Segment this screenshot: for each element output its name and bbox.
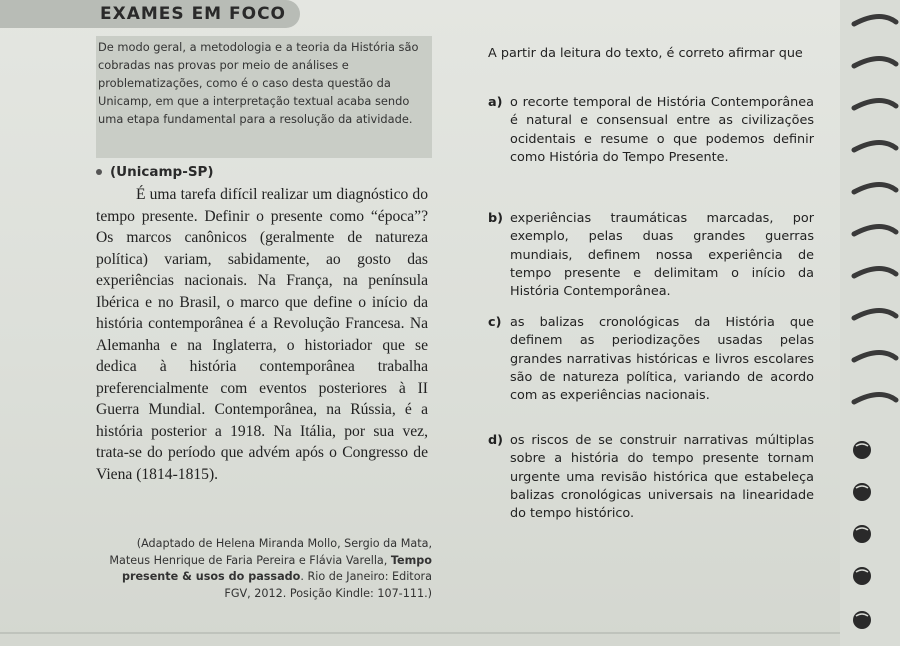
option-a-letter: a) [488, 95, 503, 110]
option-d-letter: d) [488, 433, 504, 448]
option-b-letter: b) [488, 211, 504, 226]
citation-title-part-1: Tempo [390, 553, 432, 567]
intro-text: De modo geral, a metodologia e a teoria da História são cobradas nas provas por meio de análises e problematizações, como é o caso desta questão da Unicamp, em que a interpretação textual acaba sendo uma etapa fundamental para a resolução da atividade. [98, 40, 419, 126]
bottom-rule [0, 632, 840, 634]
citation-line-3: . Rio de Janeiro: Editora [300, 570, 432, 583]
citation-title-part-2: presente & usos do passado [121, 570, 301, 583]
option-c[interactable] [488, 314, 814, 405]
exam-source-label: (Unicamp-SP) [110, 164, 214, 180]
spiral-binding-icon [840, 0, 900, 646]
section-title: EXAMES EM FOCO [100, 4, 287, 24]
bullet-icon [96, 169, 102, 175]
citation [56, 536, 432, 602]
passage-text [96, 184, 428, 485]
citation-line-4: FGV, 2012. Posição Kindle: 107-111.) [224, 586, 432, 600]
citation-line-1: (Adaptado de Helena Miranda Mollo, Sergio da Mata, [136, 537, 432, 550]
option-a[interactable] [488, 94, 814, 167]
option-d[interactable] [488, 432, 814, 523]
citation-line-2: Mateus Henrique de Faria Pereira e Flávia Varella, [109, 553, 391, 567]
option-d-text: os riscos de se construir narrativas múltiplas sobre a história do tempo presente tornam urgente uma revisão histórica que estabeleça balizas cronológicas universais na linearidade do tempo histórico. [510, 433, 814, 522]
option-b[interactable] [488, 210, 814, 301]
passage-body: É uma tarefa difícil realizar um diagnóstico do tempo presente. Definir o presente como “época”? Os marcos canônicos (geralmente de natureza política) variam, sabidamente, ao gosto das experiências nacionais. Na França, na península Ibérica e no Brasil, o marco que define o início da história contemporânea é a Revolução Francesa. Na Alemanha e na Inglaterra, o historiador que se dedica à história contemporânea trabalha preferencialmente com eventos posteriores à II Guerra Mundial. Contemporânea, na Rússia, é a história posterior a 1918. Na Itália, por sua vez, trata-se do período que advém após o Congresso de Viena (1814-1815). [96, 186, 428, 483]
option-b-text: experiências traumáticas marcadas, por exemplo, pelas duas grandes guerras mundiais, definem nossa experiência de tempo presente e delimitam o início da História Contemporânea. [510, 211, 814, 300]
question-prompt: A partir da leitura do texto, é correto afirmar que [488, 46, 803, 61]
exam-source [96, 164, 214, 180]
option-c-text: as balizas cronológicas da História que definem as periodizações usadas pelas grandes narrativas históricas e livros escolares são de natureza política, variando de acordo com as experiências nacionais. [510, 315, 814, 404]
option-c-letter: c) [488, 315, 502, 330]
option-a-text: o recorte temporal de História Contemporânea é natural e consensual entre as civilizações ocidentais e resume o que podemos definir como História do Tempo Presente. [510, 95, 814, 165]
